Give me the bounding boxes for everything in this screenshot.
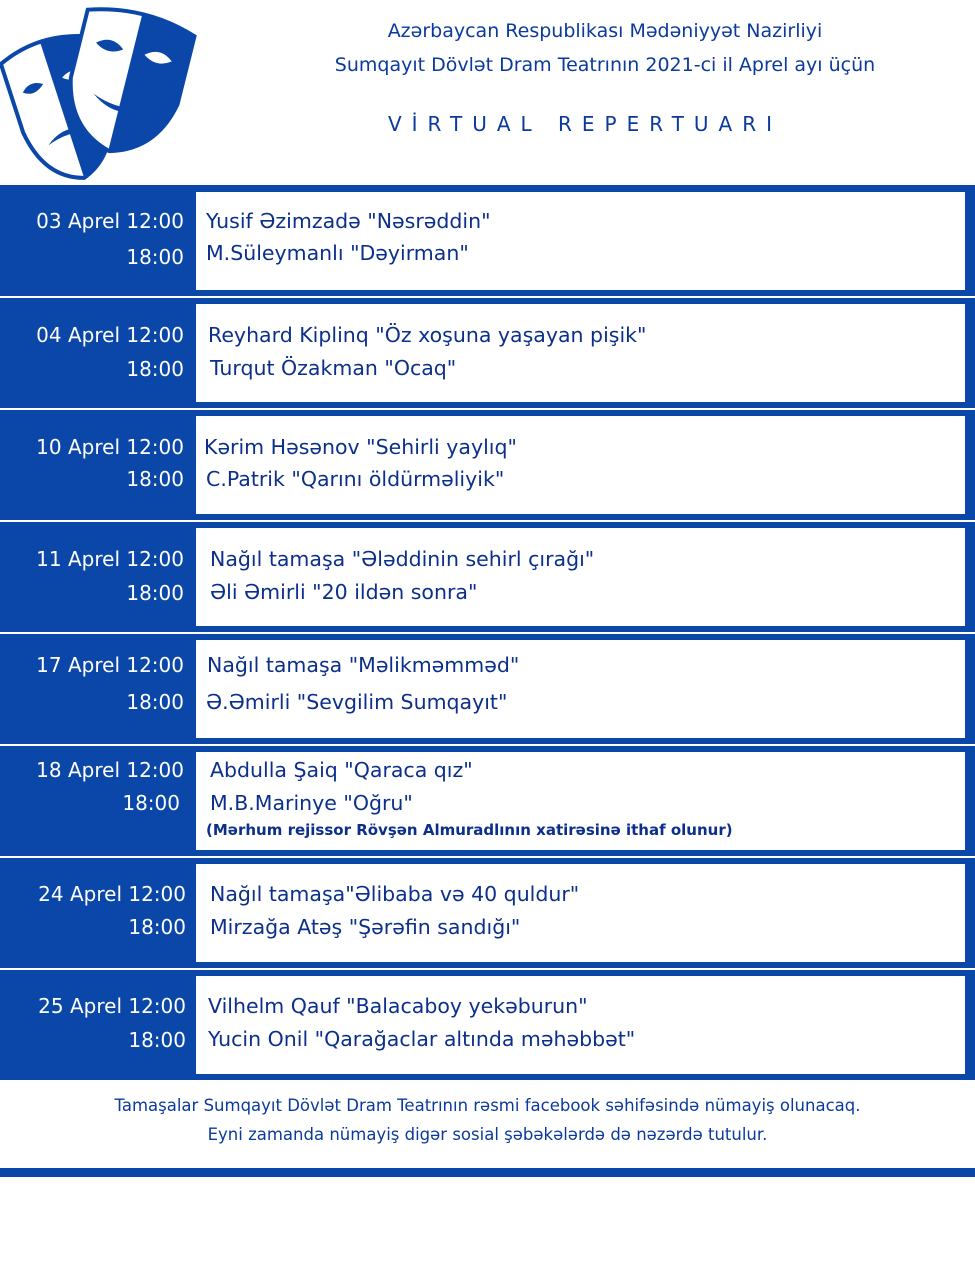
date-cell: [0, 185, 188, 297]
date-cell: [0, 745, 188, 857]
play-cell: [196, 640, 965, 738]
schedule-row: [0, 185, 975, 297]
date-time-2: 18:00: [126, 690, 184, 714]
play-cell: [196, 192, 965, 290]
date-cell: [0, 409, 188, 521]
play-2: Əli Əmirli "20 ildən sonra": [210, 580, 478, 604]
date-time-1: 25 Aprel 12:00: [38, 994, 186, 1018]
date-time-1: 17 Aprel 12:00: [36, 653, 184, 677]
ministry-title: Azərbaycan Respublikası Mədəniyyət Nazirliyi: [387, 20, 823, 42]
play-cell: [196, 752, 965, 850]
play-1: Nağıl tamaşa "Ələddinin sehirl çırağı": [210, 547, 595, 571]
schedule-row: [0, 857, 975, 969]
schedule-row: [0, 745, 975, 857]
repertoire-title: VİRTUAL REPERTUARI: [387, 112, 783, 136]
play-cell: [196, 976, 965, 1074]
date-cell: [0, 969, 188, 1081]
schedule-row: [0, 521, 975, 633]
date-time-1: 24 Aprel 12:00: [38, 882, 186, 906]
play-1: Vilhelm Qauf "Balacaboy yekəburun": [208, 994, 588, 1018]
play-2: M.Süleymanlı "Dəyirman": [206, 241, 469, 265]
dedication-note: (Mərhum rejissor Rövşən Almuradlının xatirəsinə ithaf olunur): [206, 821, 733, 839]
schedule-row: [0, 297, 975, 409]
play-1: Abdulla Şaiq "Qaraca qız": [210, 758, 473, 782]
date-time-1: 18 Aprel 12:00: [36, 758, 184, 782]
date-time-1: 11 Aprel 12:00: [36, 547, 184, 571]
date-time-2: 18:00: [126, 467, 184, 491]
play-1: Kərim Həsənov "Sehirli yaylıq": [204, 435, 517, 459]
schedule-row: [0, 969, 975, 1081]
date-time-2: 18:00: [126, 357, 184, 381]
schedule-table: [0, 185, 975, 1080]
date-time-1: 10 Aprel 12:00: [36, 435, 184, 459]
date-time-2: 18:00: [122, 791, 180, 815]
date-time-2: 18:00: [126, 581, 184, 605]
play-1: Reyhard Kiplinq "Öz xoşuna yaşayan pişik": [208, 323, 647, 347]
footer-broadcast-note: Tamaşalar Sumqayıt Dövlət Dram Teatrının rəsmi facebook səhifəsində nümayiş olunacaq.: [114, 1096, 861, 1115]
play-2: Yucin Onil "Qarağaclar altında məhəbbət": [208, 1027, 636, 1051]
play-1: Yusif Əzimzadə "Nəsrəddin": [206, 209, 491, 233]
play-cell: [196, 528, 965, 626]
date-time-2: 18:00: [126, 245, 184, 269]
date-cell: [0, 857, 188, 969]
play-2: M.B.Marinye "Oğru": [210, 791, 413, 815]
date-time-1: 04 Aprel 12:00: [36, 323, 184, 347]
date-time-1: 03 Aprel 12:00: [36, 209, 184, 233]
theatre-masks-icon: [0, 0, 200, 190]
play-2: Turqut Özakman "Ocaq": [210, 356, 457, 380]
play-cell: [196, 864, 965, 962]
date-cell: [0, 633, 188, 745]
date-cell: [0, 521, 188, 633]
schedule-row: [0, 409, 975, 521]
date-time-2: 18:00: [128, 915, 186, 939]
play-2: Ə.Əmirli "Sevgilim Sumqayıt": [206, 690, 508, 714]
date-cell: [0, 297, 188, 409]
schedule-row: [0, 633, 975, 745]
play-1: Nağıl tamaşa "Məlikməmməd": [207, 653, 520, 677]
bottom-divider: [0, 1168, 975, 1177]
play-cell: [196, 304, 965, 402]
theatre-subtitle: Sumqayıt Dövlət Dram Teatrının 2021-ci il Aprel ayı üçün: [334, 54, 876, 76]
play-1: Nağıl tamaşa"Əlibaba və 40 quldur": [210, 882, 580, 906]
play-2: C.Patrik "Qarını öldürməliyik": [206, 467, 505, 491]
footer-social-note: Eyni zamanda nümayiş digər sosial şəbəkələrdə də nəzərdə tutulur.: [207, 1125, 768, 1144]
date-time-2: 18:00: [128, 1028, 186, 1052]
play-cell: [196, 416, 965, 514]
play-2: Mirzağa Atəş "Şərəfin sandığı": [210, 915, 521, 939]
